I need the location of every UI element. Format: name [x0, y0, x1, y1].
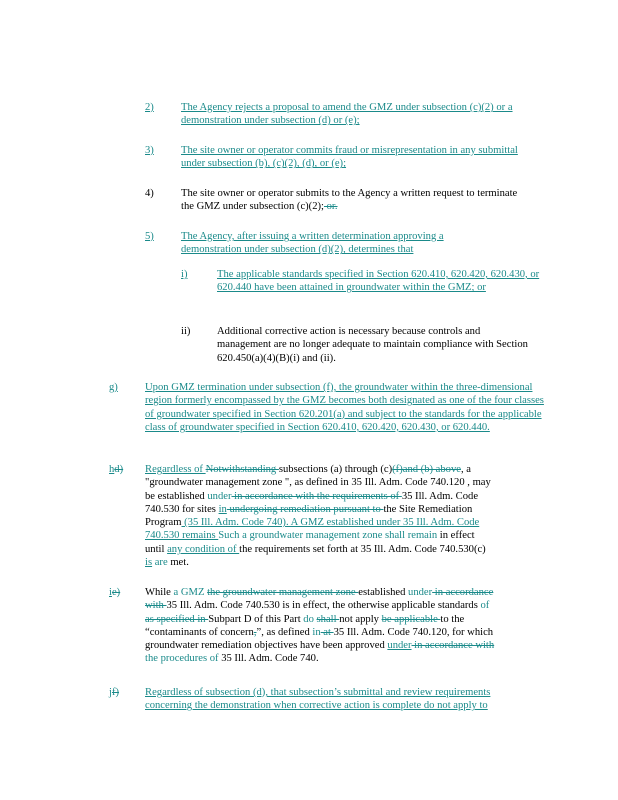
item-i-para-text: While a GMZ the groundwater management zone established under in accordance with 35 Ill. Adm. Code 740.530 is in effect, the otherwise applicable standards of as specified in Subpart D of this Part do shall not apply be applicable to the “contaminants of concern,”, as defined in at 35 Ill. Adm. Code 740.120, for which groundwater remediation objectives have been approved under in accordance with the procedures of 35 Ill. Adm. Code 740. [145, 587, 495, 665]
item-3-text: The site owner or operator commits fraud or misrepresentation in any submittal under subsection (b), (c)(2), (d), or (e); [181, 145, 518, 170]
item-g-text: Upon GMZ termination under subsection (f), the groundwater within the three-dimensional region formerly encompassed by the GMZ becomes both designated as one of the four classes of groundwater specified in Section 620.201(a) and subject to the standards for the applicable class of groundwater specified in Section 620.410, 620.420, 620.430, or 620.440. [145, 382, 544, 433]
item-2-text: The Agency rejects a proposal to amend the GMZ under subsection (c)(2) or a demonstration under subsection (d) or (e); [181, 102, 513, 127]
item-g-number: g) [109, 382, 118, 393]
item-j-number: jf) [109, 687, 120, 698]
item-h-number: hd) [109, 464, 124, 475]
item-j-text: Regardless of subsection (d), that subsection’s submittal and review requirements concerning the demonstration when corrective action is complete do not apply to [145, 687, 491, 712]
item-2-number: 2) [145, 102, 154, 113]
item-i-number: i) [181, 269, 188, 280]
item-5-text: The Agency, after issuing a written determination approving a demonstration under subsection (d)(2), determines that [181, 231, 444, 256]
item-ii-number: ii) [181, 326, 191, 337]
item-4-text: The site owner or operator submits to the Agency a written request to terminate the GMZ under subsection (c)(2); or. [181, 188, 518, 213]
item-i-para-number: ie) [109, 587, 121, 598]
item-3-number: 3) [145, 145, 154, 156]
item-i-text: The applicable standards specified in Section 620.410, 620.420, 620.430, or 620.440 have been attained in groundwater within the GMZ; or [217, 269, 540, 294]
item-h-text: Regardless of Notwithstanding subsections (a) through (c)(f)and (b) above, a "groundwater management zone ", as defined in 35 Ill. Adm. Code 740.120 , may be established under in accordance with the requirements of 35 Ill. Adm. Code 740.530 for sites in undergoing remediation pursuant to the Site Remediation Program (35 Ill. Adm. Code 740). A GMZ established under 35 Ill. Adm. Code 740.530 remains Such a groundwater management zone shall remain in effect until any condition of the requirements set forth at 35 Ill. Adm. Code 740.530(c) is are met. [145, 464, 491, 569]
item-4-number: 4) [145, 188, 154, 199]
item-ii-text: Additional corrective action is necessary because controls and management are no longer adequate to maintain compliance with Section 620.450(a)(4)(B)(i) and (ii). [217, 326, 528, 364]
item-5-number: 5) [145, 231, 154, 242]
